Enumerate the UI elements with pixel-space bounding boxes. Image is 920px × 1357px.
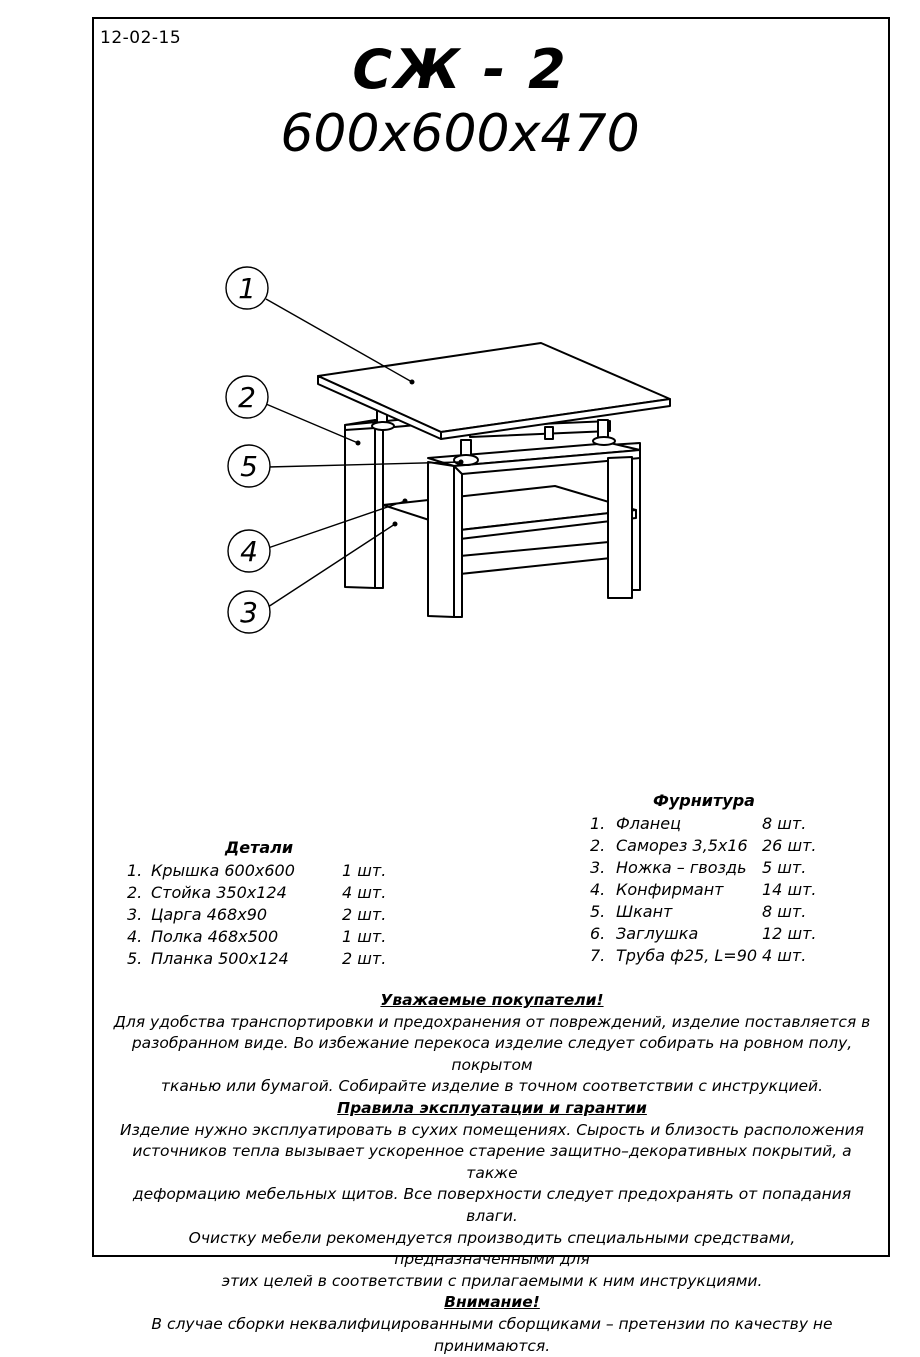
stand-front-right	[608, 457, 632, 598]
item-number: 6.	[590, 924, 606, 943]
item-quantity: 4 шт.	[762, 946, 807, 965]
pipe-4	[545, 427, 553, 439]
leader-4	[268, 501, 405, 548]
item-number: 5.	[590, 902, 606, 921]
leader-dot-4	[403, 499, 408, 504]
parts-list	[127, 861, 427, 971]
list-item	[590, 858, 830, 880]
item-quantity: 1 шт.	[342, 861, 387, 880]
flange-1	[372, 422, 394, 430]
front-rail	[460, 540, 630, 574]
stand-left-side	[375, 420, 383, 588]
item-name: Ножка – гвоздь	[616, 858, 747, 877]
callout-label-4: 4	[240, 535, 258, 568]
list-item	[127, 927, 427, 949]
notes-line: тканью или бумагой. Собирайте изделие в точном соответствии с инструкцией.	[160, 1077, 824, 1096]
item-number: 1.	[590, 814, 606, 833]
list-item	[127, 905, 427, 927]
item-number: 4.	[590, 880, 606, 899]
callout-label-3: 3	[240, 596, 258, 629]
document-code: 12-02-15	[100, 28, 182, 48]
flange-2	[454, 455, 478, 465]
item-number: 3.	[590, 858, 606, 877]
notes-line: деформацию мебельных щитов. Все поверхности следует предохранять от попадания влаги.	[132, 1185, 852, 1225]
item-name: Саморез 3,5х16	[616, 836, 748, 855]
callout-label-1: 1	[238, 272, 256, 305]
notes-line: этих целей в соответствии с прилагаемыми к ним инструкциями.	[221, 1271, 763, 1290]
leader-1	[266, 299, 412, 382]
hardware-title: Фурнитура	[653, 791, 755, 810]
item-number: 5.	[127, 949, 143, 968]
list-item	[590, 836, 830, 858]
stand-front-left	[428, 462, 454, 617]
item-number: 2.	[127, 883, 143, 902]
item-quantity: 2 шт.	[342, 905, 387, 924]
item-quantity: 8 шт.	[762, 902, 807, 921]
tabletop-top	[318, 343, 670, 432]
item-name: Полка 468х500	[151, 927, 279, 946]
item-name: Крышка 600х600	[151, 861, 295, 880]
list-item	[127, 883, 427, 905]
item-quantity: 2 шт.	[342, 949, 387, 968]
item-name: Планка 500х124	[151, 949, 289, 968]
customer-notes	[112, 990, 872, 1357]
item-name: Шкант	[616, 902, 673, 921]
leader-dot-2	[356, 441, 361, 446]
item-quantity: 1 шт.	[342, 927, 387, 946]
leader-2	[266, 404, 358, 443]
item-name: Труба ф25, L=90	[616, 946, 758, 965]
item-number: 1.	[127, 861, 143, 880]
item-quantity: 26 шт.	[762, 836, 817, 855]
list-item	[127, 949, 427, 971]
list-item	[590, 902, 830, 924]
stand-left-front	[345, 420, 375, 588]
callout-label-2: 2	[238, 381, 256, 414]
item-quantity: 12 шт.	[762, 924, 817, 943]
item-quantity: 14 шт.	[762, 880, 817, 899]
list-item	[590, 946, 830, 968]
notes-line: Для удобства транспортировки и предохранения от повреждений, изделие поставляется в	[113, 1012, 871, 1031]
leader-dot-1	[410, 380, 415, 385]
model-dimensions: 600x600x470	[280, 104, 640, 164]
item-name: Фланец	[616, 814, 681, 833]
hardware-list	[590, 814, 830, 968]
list-item	[590, 924, 830, 946]
list-item	[590, 880, 830, 902]
item-quantity: 5 шт.	[762, 858, 807, 877]
item-number: 7.	[590, 946, 606, 965]
notes-line: источников тепла вызывает ускоренное старение защитно–декоративных покрытий, а также	[132, 1142, 852, 1182]
parts-title: Детали	[225, 838, 294, 857]
item-number: 3.	[127, 905, 143, 924]
notes-heading-customers: Уважаемые покупатели!	[380, 991, 604, 1009]
flange-3	[593, 437, 615, 445]
notes-heading-rules: Правила эксплуатации и гарантии	[337, 1098, 647, 1117]
item-name: Стойка 350х124	[151, 883, 287, 902]
notes-heading-attention: Внимание!	[444, 1293, 540, 1312]
item-number: 2.	[590, 836, 606, 855]
list-item	[127, 861, 427, 883]
model-title: СЖ - 2	[352, 38, 568, 101]
list-item	[590, 814, 830, 836]
item-name: Царга 468х90	[151, 905, 268, 924]
stand-front-side	[454, 466, 462, 617]
item-name: Заглушка	[616, 924, 699, 943]
notes-line: Изделие нужно эксплуатировать в сухих помещениях. Сырость и близость расположения	[119, 1120, 864, 1139]
leader-dot-3	[393, 522, 398, 527]
notes-line: Очистку мебели рекомендуется производить специальными средствами, предназначенными для	[188, 1228, 796, 1269]
leader-dot-5	[459, 460, 464, 465]
item-quantity: 4 шт.	[342, 883, 387, 902]
item-name: Конфирмант	[616, 880, 724, 899]
callout-label-5: 5	[240, 450, 258, 483]
item-number: 4.	[127, 927, 143, 946]
notes-line: разобранном виде. Во избежание перекоса изделие следует собирать на ровном полу, покрытом	[131, 1034, 853, 1074]
item-quantity: 8 шт.	[762, 814, 807, 833]
notes-warning: В случае сборки неквалифицированными сборщиками – претензии по качеству не принимаются.	[151, 1314, 833, 1355]
